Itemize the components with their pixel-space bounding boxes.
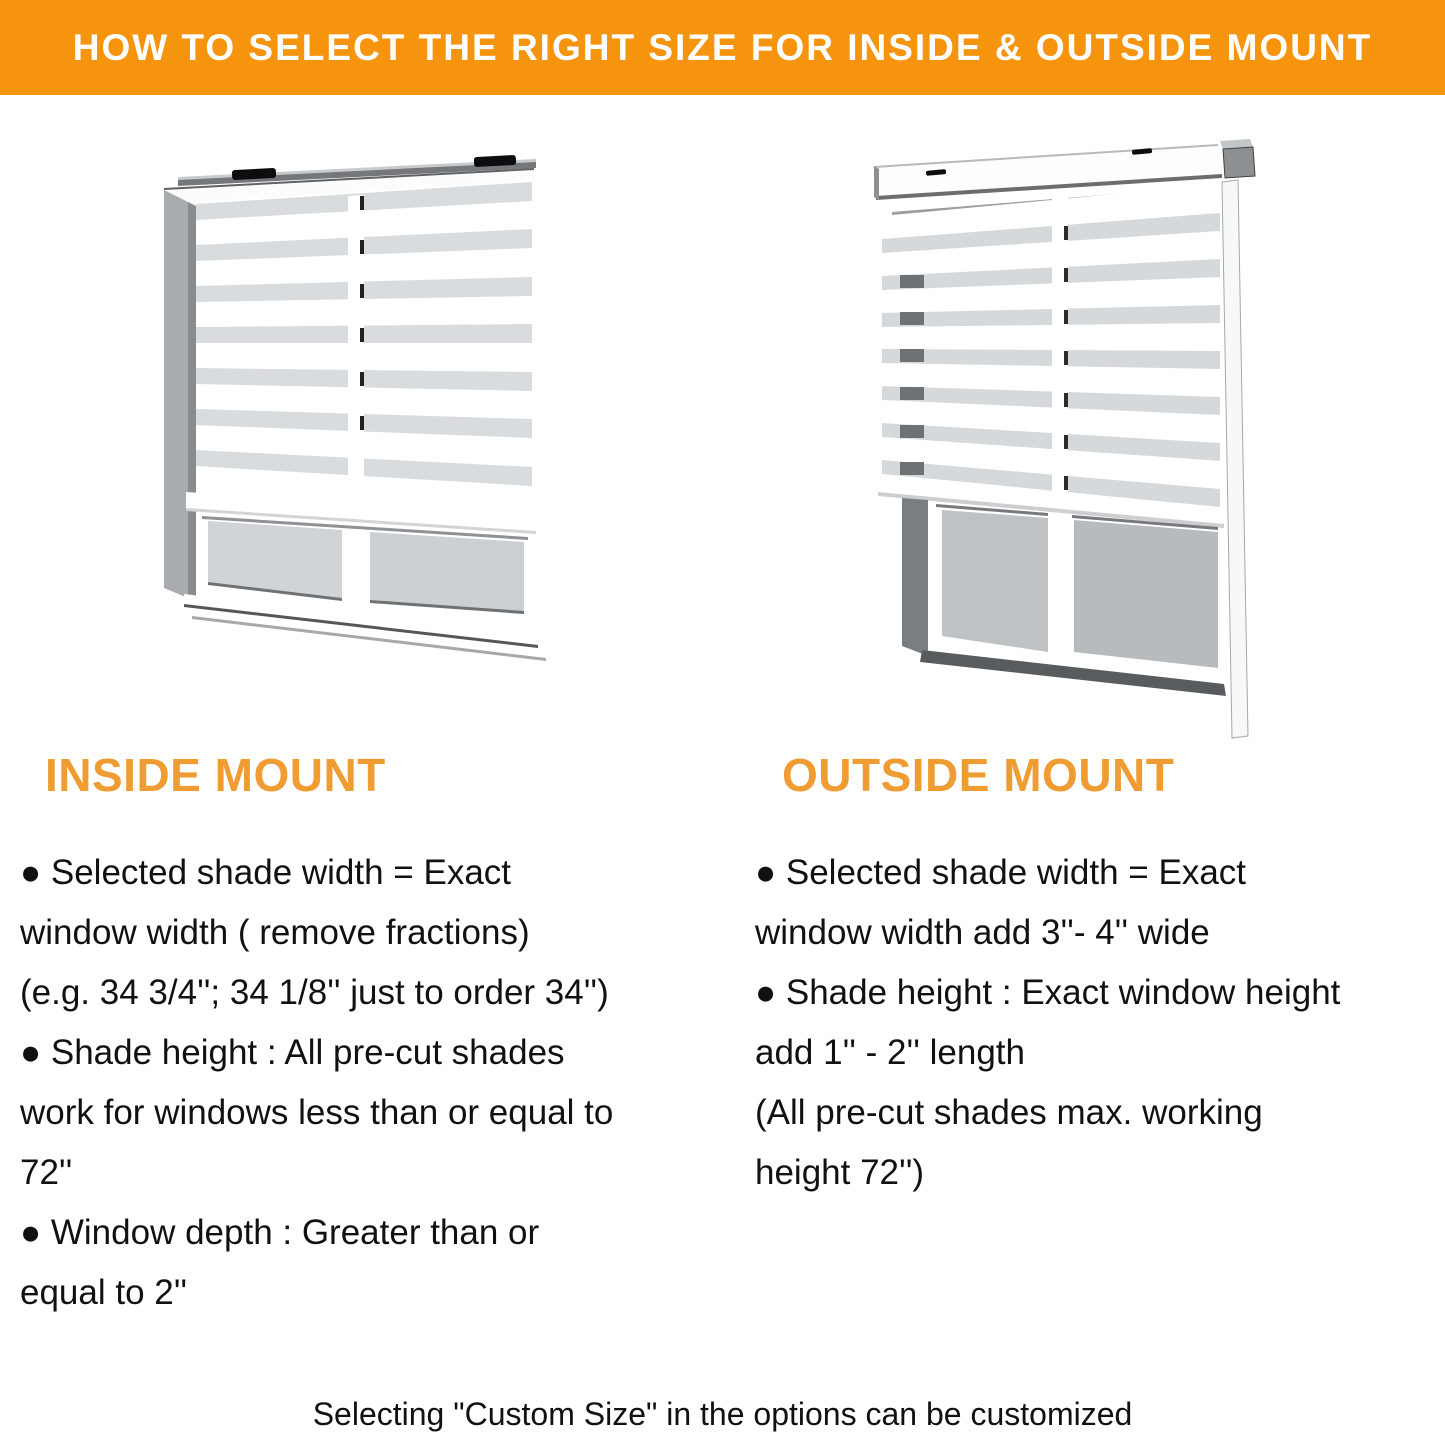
instruction-line: equal to 2'': [20, 1273, 188, 1312]
custom-size-note: Selecting "Custom Size" in the options can be customized: [312, 1396, 1133, 1432]
outside-mount-instructions: [755, 843, 1340, 1203]
instruction-line: ● Shade height : All pre-cut shades: [20, 1033, 565, 1072]
instruction-line: work for windows less than or equal to: [20, 1093, 614, 1132]
inside-mount-heading: INSIDE MOUNT: [45, 749, 386, 801]
instruction-line: (All pre-cut shades max. working: [755, 1093, 1263, 1132]
instruction-line: height 72''): [755, 1153, 925, 1192]
banner-title: HOW TO SELECT THE RIGHT SIZE FOR INSIDE & OUTSIDE MOUNT: [72, 26, 1373, 68]
inside-window-glass: [184, 516, 546, 661]
outside-mount-illustration: [866, 136, 1261, 751]
inside-mount-illustration: [158, 150, 558, 685]
instruction-line: 72'': [20, 1153, 73, 1192]
instruction-line: window width add 3''- 4'' wide: [755, 913, 1210, 952]
header-banner: [0, 0, 1445, 95]
instruction-line: ● Selected shade width = Exact: [20, 853, 512, 892]
mount-bracket: [1220, 139, 1255, 178]
window-right-frame: [1222, 180, 1248, 738]
outside-zebra-blind: [878, 184, 1224, 528]
instruction-line: add 1'' - 2'' length: [755, 1033, 1025, 1072]
instruction-line: (e.g. 34 3/4''; 34 1/8'' just to order 34''): [20, 973, 609, 1012]
instruction-line: ● Selected shade width = Exact: [755, 853, 1247, 892]
instruction-line: ● Window depth : Greater than or: [20, 1213, 540, 1252]
outside-window-glass: [902, 498, 1226, 696]
instruction-line: window width ( remove fractions): [20, 913, 530, 952]
inside-mount-instructions: [20, 843, 613, 1323]
instruction-line: ● Shade height : Exact window height: [755, 973, 1341, 1012]
outside-mount-heading: OUTSIDE MOUNT: [782, 749, 1175, 801]
inside-zebra-blind: [186, 180, 536, 534]
